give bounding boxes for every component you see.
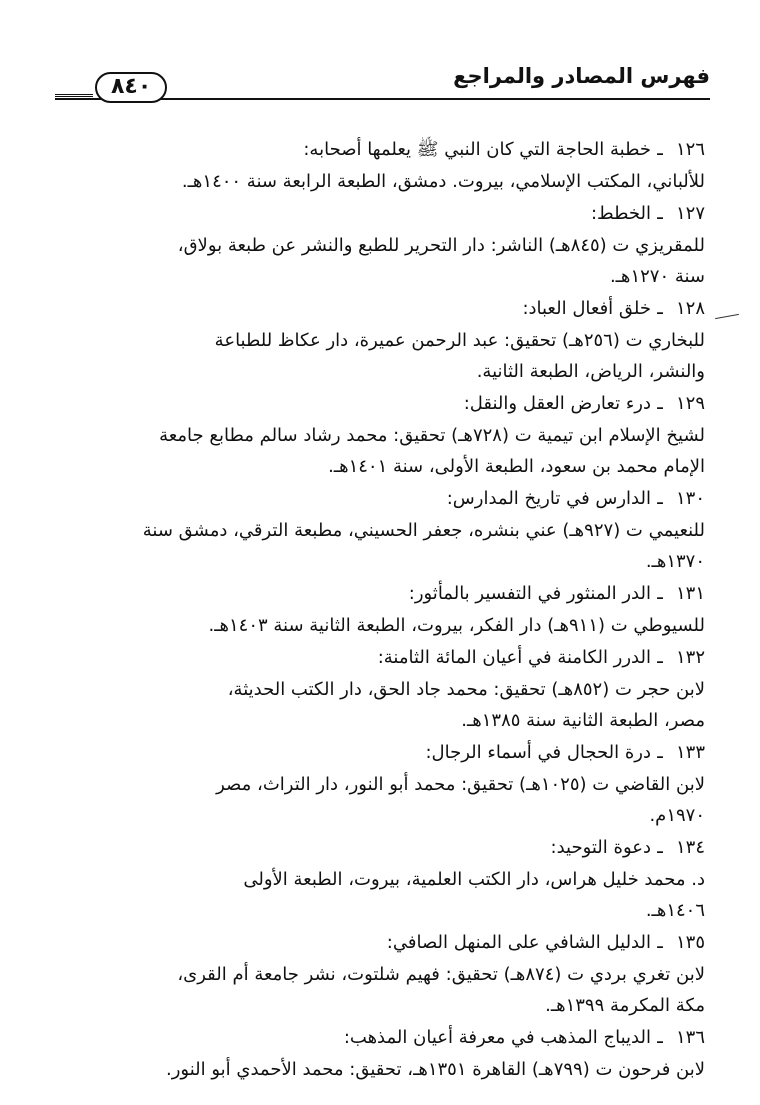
page-number: ٨٤٠ [95,72,167,103]
entry-title: الديباج المذهب في معرفة أعيان المذهب: [343,1027,651,1048]
entry-citation [72,769,705,831]
citation-line: والنشر، الرياض، الطبعة الثانية. [476,361,705,382]
entry-title: الدرر الكامنة في أعيان المائة الثامنة: [377,647,651,668]
entry-heading [72,926,705,959]
bibliography-entry [72,482,705,577]
entry-separator: ـ [657,392,663,414]
bibliography-list [72,133,705,1085]
margin-scribble [662,880,686,890]
entry-citation [72,959,705,1021]
running-title: فهرس المصادر والمراجع [453,64,710,88]
entry-heading [72,133,705,166]
citation-line: الإمام محمد بن سعود، الطبعة الأولى، سنة ١٤٠١هـ. [328,456,705,477]
entry-number: ١٣٥ [675,932,705,953]
entry-citation [72,1054,705,1085]
entry-separator: ـ [657,138,663,160]
entry-separator: ـ [657,646,663,668]
entry-citation [72,610,705,641]
page-header [55,58,710,108]
entry-heading [72,1021,705,1054]
entry-separator: ـ [657,1026,663,1048]
entry-citation [72,420,705,482]
citation-line: سنة ١٢٧٠هـ. [609,266,705,287]
entry-heading [72,197,705,230]
citation-line: لابن فرحون ت (٧٩٩هـ) القاهرة ١٣٥١هـ، تحقيق: محمد الأحمدي أبو النور. [166,1059,705,1080]
entry-title: خلق أفعال العباد: [522,298,651,319]
entry-separator: ـ [657,582,663,604]
entry-heading [72,831,705,864]
entry-number: ١٢٦ [675,139,705,160]
entry-number: ١٣٠ [675,488,705,509]
bibliography-entry [72,926,705,1021]
entry-number: ١٣٦ [675,1027,705,1048]
entry-heading [72,387,705,420]
entry-separator: ـ [657,487,663,509]
entry-number: ١٣٢ [675,647,705,668]
entry-separator: ـ [657,297,663,319]
citation-line: للسيوطي ت (٩١١هـ) دار الفكر، بيروت، الطبعة الثانية سنة ١٤٠٣هـ. [208,615,705,636]
entry-title: خطبة الحاجة التي كان النبي ﷺ يعلمها أصحابه: [303,139,651,160]
bibliography-entry [72,736,705,831]
entry-citation [72,674,705,736]
entry-number: ١٣٣ [675,742,705,763]
citation-line: مكة المكرمة ١٣٩٩هـ. [545,995,705,1016]
margin-pen-mark [715,314,739,319]
entry-number: ١٢٧ [675,203,705,224]
entry-separator: ـ [657,202,663,224]
bibliography-entry [72,577,705,641]
entry-separator: ـ [657,836,663,858]
entry-separator: ـ [657,931,663,953]
entry-number: ١٢٩ [675,393,705,414]
entry-citation [72,864,705,926]
entry-heading [72,577,705,610]
citation-line: للبخاري ت (٢٥٦هـ) تحقيق: عبد الرحمن عميرة، دار عكاظ للطباعة [214,330,705,351]
citation-line: ١٩٧٠م. [649,805,705,826]
entry-citation [72,166,705,197]
citation-line: ١٤٠٦هـ. [645,900,705,921]
citation-line: لشيخ الإسلام ابن تيمية ت (٧٢٨هـ) تحقيق: محمد رشاد سالم مطابع جامعة [159,425,705,446]
entry-title: الدارس في تاريخ المدارس: [446,488,651,509]
citation-line: للنعيمي ت (٩٢٧هـ) عني بنشره، جعفر الحسيني، مطبعة الترقي، دمشق سنة [142,520,705,541]
header-ornament [55,94,93,101]
citation-line: للمقريزي ت (٨٤٥هـ) الناشر: دار التحرير للطبع والنشر عن طبعة بولاق، [177,235,705,256]
entry-title: الدليل الشافي على المنهل الصافي: [386,932,651,953]
entry-heading [72,641,705,674]
citation-line: مصر، الطبعة الثانية سنة ١٣٨٥هـ. [461,710,705,731]
entry-title: الدر المنثور في التفسير بالمأثور: [408,583,651,604]
entry-number: ١٣١ [675,583,705,604]
entry-title: درة الحجال في أسماء الرجال: [425,742,651,763]
bibliography-entry [72,292,705,387]
citation-line: لابن تغري بردي ت (٨٧٤هـ) تحقيق: فهيم شلتوت، نشر جامعة أم القرى، [177,964,705,985]
citation-line: د. محمد خليل هراس، دار الكتب العلمية، بيروت، الطبعة الأولى [243,869,705,890]
entry-citation [72,515,705,577]
entry-title: درء تعارض العقل والنقل: [463,393,651,414]
entry-heading [72,736,705,769]
citation-line: ١٣٧٠هـ. [645,551,705,572]
bibliography-entry [72,641,705,736]
citation-line: لابن القاضي ت (١٠٢٥هـ) تحقيق: محمد أبو النور، دار التراث، مصر [216,774,705,795]
entry-heading [72,482,705,515]
entry-citation [72,230,705,292]
entry-number: ١٢٨ [675,298,705,319]
citation-line: لابن حجر ت (٨٥٢هـ) تحقيق: محمد جاد الحق، دار الكتب الحديثة، [227,679,705,700]
entry-title: الخطط: [590,203,651,224]
bibliography-entry [72,197,705,292]
bibliography-entry [72,1021,705,1085]
entry-separator: ـ [657,741,663,763]
bibliography-entry [72,387,705,482]
bibliography-entry [72,133,705,197]
entry-title: دعوة التوحيد: [550,837,651,858]
entry-number: ١٣٤ [675,837,705,858]
bibliography-entry [72,831,705,926]
citation-line: للألباني، المكتب الإسلامي، بيروت. دمشق، الطبعة الرابعة سنة ١٤٠٠هـ. [181,171,705,192]
entry-heading [72,292,705,325]
entry-citation [72,325,705,387]
